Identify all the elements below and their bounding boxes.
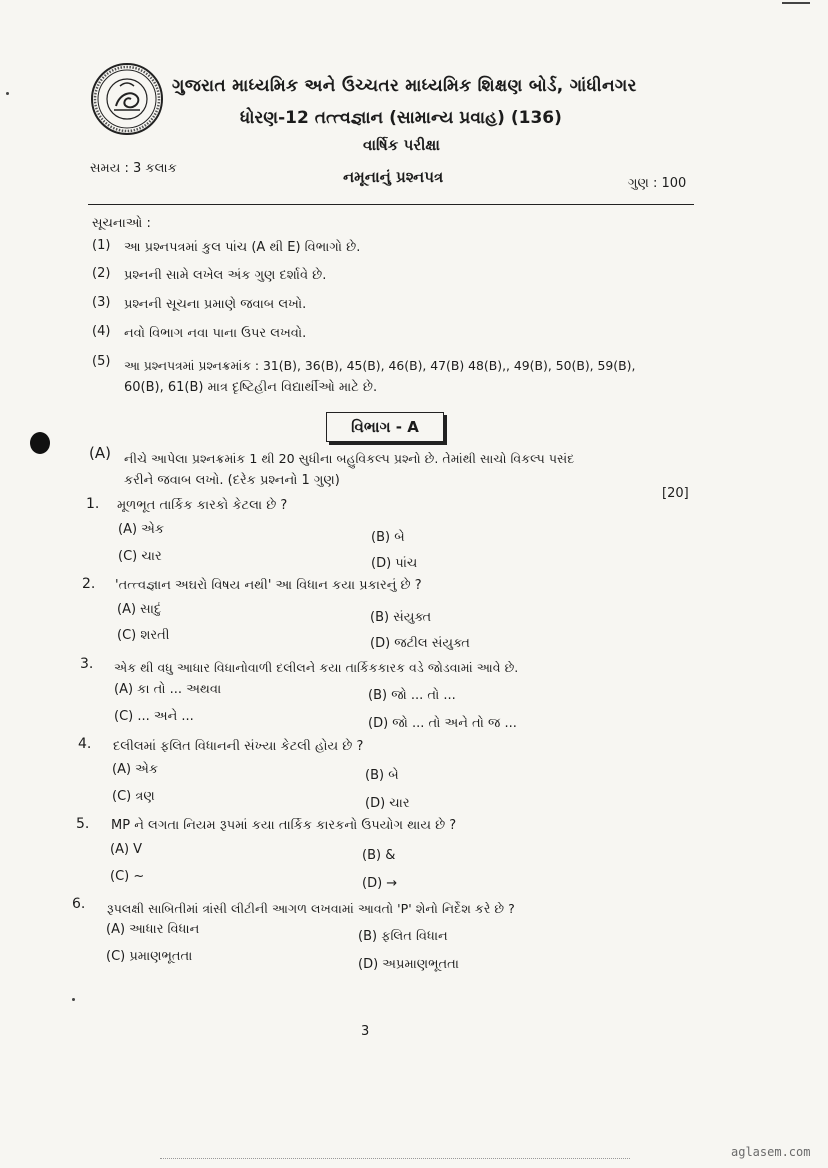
- instruction-text: 60(B), 61(B) માત્ર દૃષ્ટિહીન વિદ્યાર્થીઓ માટે છે.: [124, 380, 378, 395]
- option-a: (A) V: [110, 842, 143, 857]
- option-b: (B) &: [362, 848, 396, 863]
- question-number: 1.: [86, 496, 100, 512]
- option-a: (A) એક: [112, 762, 159, 777]
- part-instruction: કરીને જવાબ લખો. (દરેક પ્રશ્નનો 1 ગુણ): [124, 473, 340, 488]
- option-a: (A) સાદું: [117, 602, 162, 617]
- option-c: (C) શરતી: [117, 628, 170, 643]
- option-c: (C) ત્રણ: [112, 789, 155, 804]
- option-a: (A) કા તો ... અથવા: [114, 682, 222, 697]
- option-d: (D) પાંચ: [371, 556, 418, 571]
- binder-hole-mark: [30, 432, 50, 454]
- question-text: એક થી વધુ આધાર વિધાનોવાળી દલીલને કયા તાર્કિકકારક વડે જોડવામાં આવે છે.: [114, 660, 519, 675]
- board-name: ગુજરાત માધ્યમિક અને ઉચ્ચતર માધ્યમિક શિક્ષણ બોર્ડ, ગાંધીનગર: [172, 76, 637, 96]
- question-text: MP ને લગતા નિયમ રૂપમાં કયા તાર્કિક કારકનો ઉપયોગ થાય છે ?: [111, 818, 457, 833]
- option-d: (D) →: [362, 876, 398, 891]
- question-number: 2.: [82, 576, 96, 592]
- question-number: 4.: [78, 736, 92, 752]
- scan-speck: [6, 92, 9, 95]
- option-b: (B) સંયુક્ત: [370, 610, 432, 625]
- option-d: (D) જટીલ સંયુક્ત: [370, 636, 470, 651]
- watermark: aglasem.com: [731, 1145, 811, 1159]
- instruction-text: પ્રશ્નની સામે લખેલ અંક ગુણ દર્શાવે છે.: [124, 268, 327, 283]
- option-b: (B) બે: [371, 530, 405, 545]
- board-seal-icon: [90, 62, 164, 136]
- option-d: (D) અપ્રમાણભૂતતા: [358, 957, 459, 972]
- option-b: (B) ફલિત વિધાન: [358, 929, 448, 944]
- scan-noise: [160, 1158, 630, 1159]
- question-number: 5.: [76, 816, 90, 832]
- instruction-number: (3): [92, 295, 111, 310]
- instruction-text: આ પ્રશ્નપત્રમાં કુલ પાંચ (A થી E) વિભાગો છે.: [124, 240, 361, 255]
- instructions-heading: સૂચનાઓ :: [92, 216, 151, 231]
- option-c: (C) ~: [110, 869, 145, 884]
- instruction-number: (2): [92, 266, 111, 281]
- instruction-text: પ્રશ્નની સૂચના પ્રમાણે જવાબ લખો.: [124, 297, 307, 312]
- scan-speck: [72, 998, 75, 1001]
- option-b: (B) જો ... તો ...: [368, 688, 456, 703]
- section-title: વિભાગ - A: [326, 412, 444, 442]
- option-b: (B) બે: [365, 768, 399, 783]
- option-c: (C) ચાર: [118, 549, 162, 564]
- question-text: 'તત્ત્વજ્ઞાન અઘરો વિષય નથી' આ વિધાન કયા પ્રકારનું છે ?: [115, 578, 422, 593]
- paper-type: નમૂનાનું પ્રશ્નપત્ર: [343, 168, 444, 186]
- option-a: (A) આધાર વિધાન: [106, 922, 200, 937]
- instruction-number: (1): [92, 238, 111, 253]
- option-c: (C) ... અને ...: [114, 709, 194, 724]
- instruction-number: (5): [92, 354, 111, 369]
- option-d: (D) ચાર: [365, 796, 410, 811]
- exam-title: વાર્ષિક પરીક્ષા: [363, 136, 440, 154]
- instruction-text: નવો વિભાગ નવા પાના ઉપર લખવો.: [124, 326, 307, 341]
- instruction-number: (4): [92, 324, 111, 339]
- option-a: (A) એક: [118, 522, 165, 537]
- instruction-text: આ પ્રશ્નપત્રમાં પ્રશ્નક્રમાંક : 31(B), 36(B), 45(B), 46(B), 47(B) 48(B),, 49(B), 50(B), 59(B),: [124, 358, 636, 373]
- part-marks: [20]: [662, 486, 689, 501]
- part-label: (A): [89, 444, 111, 462]
- question-number: 6.: [72, 896, 86, 912]
- total-marks: ગુણ : 100: [628, 176, 687, 191]
- time-label: સમય : 3 કલાક: [90, 161, 177, 176]
- question-text: દલીલમાં ફલિત વિધાનની સંખ્યા કેટલી હોય છે ?: [113, 739, 364, 754]
- scan-speck: [782, 2, 810, 4]
- part-instruction: નીચે આપેલા પ્રશ્નક્રમાંક 1 થી 20 સુધીના બહુવિકલ્પ પ્રશ્નો છે. તેમાંથી સાચો વિકલ્પ પસંદ: [124, 451, 575, 466]
- header-divider: [88, 204, 694, 205]
- option-c: (C) પ્રમાણભૂતતા: [106, 949, 193, 964]
- option-d: (D) જો ... તો અને તો જ ...: [368, 716, 517, 731]
- question-text: રૂપલક્ષી સાબિતીમાં ત્રાંસી લીટીની આગળ લખવામાં આવતો 'P' શેનો નિર્દેશ કરે છે ?: [107, 901, 515, 916]
- page-number: 3: [361, 1024, 370, 1039]
- subject-title: ધોરણ-12 તત્ત્વજ્ઞાન (સામાન્ય પ્રવાહ) (136): [240, 108, 562, 128]
- question-text: મૂળભૂત તાર્કિક કારકો કેટલા છે ?: [117, 498, 288, 513]
- question-number: 3.: [80, 656, 94, 672]
